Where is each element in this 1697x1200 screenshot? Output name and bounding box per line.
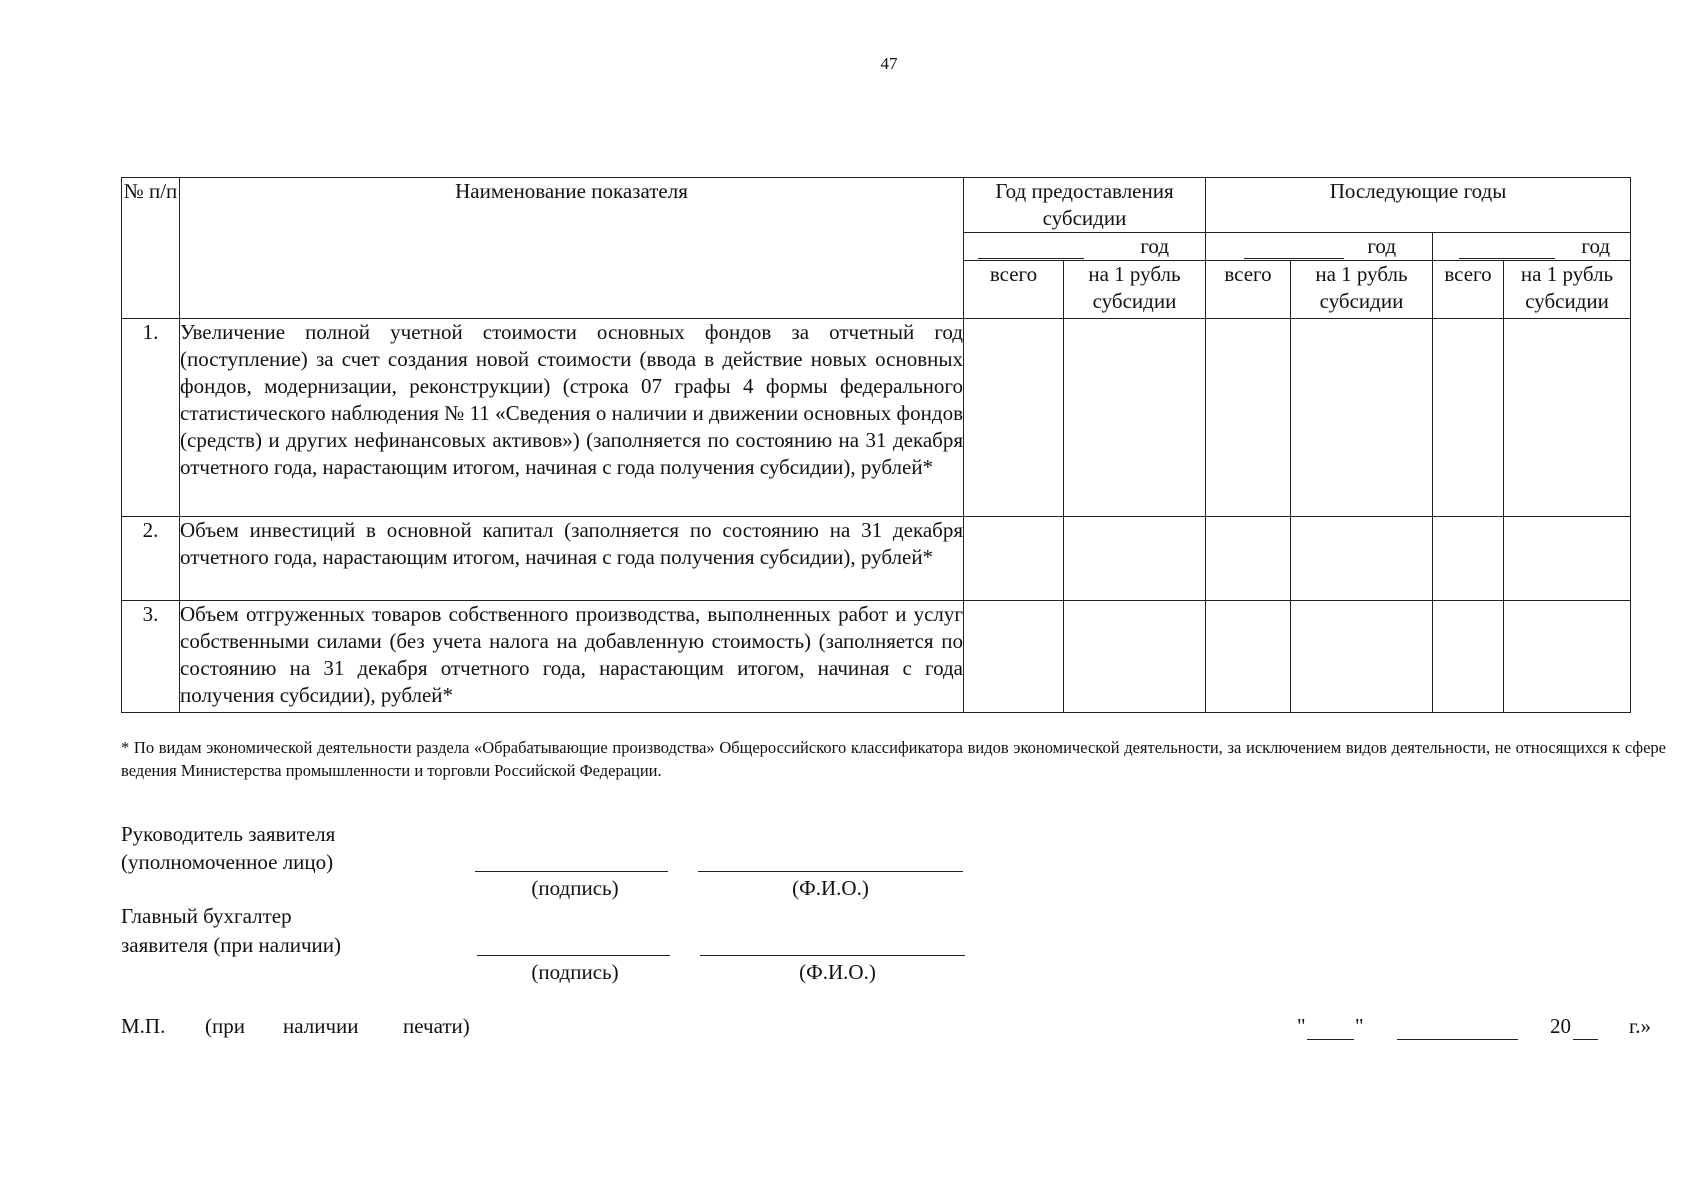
stamp-word: наличии — [283, 1014, 359, 1038]
value-cell[interactable] — [1504, 319, 1631, 517]
value-cell[interactable] — [1433, 601, 1504, 713]
header-total: всего — [964, 261, 1064, 319]
value-cell[interactable] — [1064, 601, 1206, 713]
head-label-line1: Руководитель заявителя — [121, 822, 336, 846]
table-row — [122, 517, 1631, 601]
header-year-cell-1 — [964, 233, 1206, 261]
header-year-cell-2 — [1206, 233, 1433, 261]
header-per-ruble: на 1 рубль субсидии — [1504, 261, 1631, 319]
stamp-mp: М.П. — [121, 1014, 166, 1038]
row-number: 3. — [122, 601, 180, 713]
row-number: 2. — [122, 517, 180, 601]
header-num: № п/п — [122, 178, 180, 319]
date-close-quote: " — [1355, 1014, 1364, 1038]
header-per-ruble: на 1 рубль субсидии — [1064, 261, 1206, 319]
accountant-name-caption: (Ф.И.О.) — [799, 960, 876, 984]
stamp-word: (при — [205, 1014, 245, 1038]
header-per-ruble: на 1 рубль субсидии — [1291, 261, 1433, 319]
value-cell[interactable] — [1206, 319, 1291, 517]
accountant-signature-caption: (подпись) — [531, 960, 619, 984]
value-cell[interactable] — [1291, 319, 1433, 517]
table-row — [122, 319, 1631, 517]
value-cell[interactable] — [1206, 601, 1291, 713]
accountant-label-line1: Главный бухгалтер — [121, 904, 292, 928]
value-cell[interactable] — [1504, 601, 1631, 713]
header-subsequent-years: Последующие годы — [1206, 178, 1631, 233]
head-signature-line[interactable] — [475, 871, 668, 872]
stamp-word: печати) — [403, 1014, 470, 1038]
value-cell[interactable] — [1064, 319, 1206, 517]
accountant-signature-line[interactable] — [477, 955, 670, 956]
row-indicator-name: Увеличение полной учетной стоимости основных фондов за отчетный год (поступление) за счет создания новой стоимости (ввода в действие новых основных фондов, модернизации, реконструкции) (строка 07 графы 4 формы федерального статистического наблюдения № 11 «Сведения о наличии и движении основных фондов (средств) и других нефинансовых активов») (заполняется по состоянию на 31 декабря отчетного года, нарастающим итогом, начиная с года получения субсидии), рублей* — [180, 319, 964, 517]
year-blank-line — [1459, 233, 1555, 259]
year-blank-line — [978, 233, 1084, 259]
value-cell[interactable] — [964, 601, 1064, 713]
page-number: 47 — [880, 54, 898, 73]
row-indicator-name: Объем инвестиций в основной капитал (заполняется по состоянию на 31 декабря отчетного года, нарастающим итогом, начиная с года получения субсидии), рублей* — [180, 517, 964, 601]
head-label-line2: (уполномоченное лицо) — [121, 850, 334, 874]
header-total: всего — [1433, 261, 1504, 319]
value-cell[interactable] — [1433, 319, 1504, 517]
value-cell[interactable] — [1504, 517, 1631, 601]
head-name-caption: (Ф.И.О.) — [792, 876, 869, 900]
value-cell[interactable] — [1433, 517, 1504, 601]
value-cell[interactable] — [1206, 517, 1291, 601]
row-number: 1. — [122, 319, 180, 517]
value-cell[interactable] — [964, 517, 1064, 601]
value-cell[interactable] — [1291, 517, 1433, 601]
header-year-cell-3 — [1433, 233, 1631, 261]
year-word: год — [1140, 234, 1169, 258]
year-word: год — [1367, 234, 1396, 258]
header-name: Наименование показателя — [180, 178, 964, 319]
value-cell[interactable] — [1291, 601, 1433, 713]
year-blank-line — [1244, 233, 1344, 259]
date-month-line[interactable] — [1397, 1039, 1518, 1040]
date-year-prefix: 20 — [1550, 1014, 1571, 1038]
table-row — [122, 601, 1631, 713]
date-year-line[interactable] — [1573, 1039, 1598, 1040]
header-grant-year: Год предоставления субсидии — [964, 178, 1206, 233]
year-word: год — [1581, 234, 1611, 258]
date-year-suffix: г.» — [1629, 1014, 1651, 1038]
date-day-line[interactable] — [1307, 1039, 1354, 1040]
value-cell[interactable] — [1064, 517, 1206, 601]
indicators-table — [121, 177, 1631, 713]
accountant-name-line[interactable] — [700, 955, 965, 956]
date-open-quote: " — [1297, 1014, 1306, 1038]
value-cell[interactable] — [964, 319, 1064, 517]
head-signature-caption: (подпись) — [531, 876, 619, 900]
row-indicator-name: Объем отгруженных товаров собственного производства, выполненных работ и услуг собственными силами (без учета налога на добавленную стоимость) (заполняется по состоянию на 31 декабря отчетного года, нарастающим итогом, начиная с года получения субсидии), рублей* — [180, 601, 964, 713]
head-name-line[interactable] — [698, 871, 963, 872]
accountant-label-line2: заявителя (при наличии) — [121, 933, 342, 957]
footnote: * По видам экономической деятельности раздела «Обрабатывающие производства» Общероссийского классификатора видов экономической деятельности, за исключением видов деятельности, не относящихся к сфере ведения Министерства промышленности и торговли Российской Федерации. — [121, 738, 1666, 780]
header-total: всего — [1206, 261, 1291, 319]
